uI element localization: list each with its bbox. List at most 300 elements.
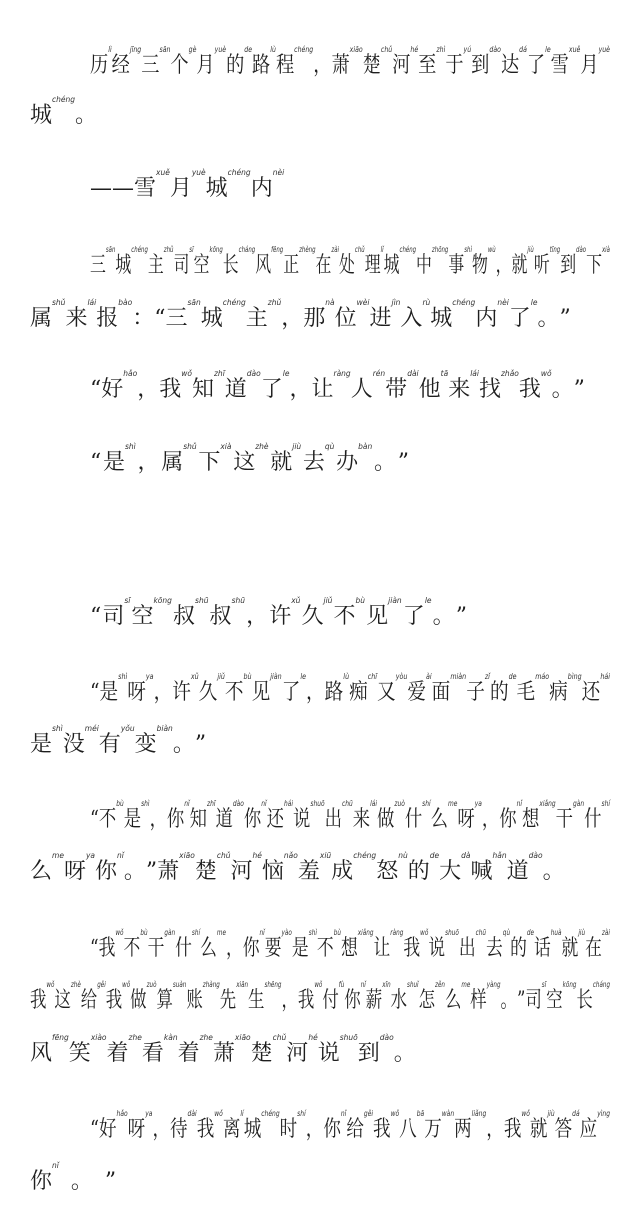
- pinyin: gè: [188, 45, 197, 54]
- hanzi: 。: [542, 859, 565, 884]
- hanzi: 个: [170, 53, 189, 78]
- character: [142, 1034, 178, 1066]
- pinyin: rén: [372, 369, 386, 378]
- pinyin: me: [461, 980, 471, 989]
- character: [322, 981, 344, 1013]
- character: [54, 981, 80, 1013]
- hanzi: 我: [98, 936, 116, 961]
- character: [248, 981, 281, 1013]
- character: [252, 46, 276, 78]
- character: [459, 929, 486, 961]
- character: [351, 370, 385, 402]
- character: [170, 46, 196, 78]
- pinyin: sī: [541, 980, 547, 989]
- character: [173, 732, 195, 757]
- character: [501, 46, 527, 78]
- hanzi: 。: [75, 103, 98, 128]
- pinyin: de: [244, 45, 253, 54]
- hanzi: 去: [302, 450, 325, 475]
- hanzi: 说: [428, 936, 446, 961]
- character: [148, 246, 174, 278]
- character: [282, 673, 306, 705]
- character: [124, 929, 148, 961]
- pinyin: shí: [422, 799, 431, 808]
- pinyin: bā: [416, 1109, 425, 1118]
- pinyin: gěi: [97, 980, 106, 989]
- hanzi: 不: [224, 680, 244, 705]
- pinyin: le: [530, 298, 538, 307]
- character: [226, 46, 252, 78]
- hanzi: 不: [123, 936, 141, 961]
- text-line: [90, 370, 585, 402]
- pinyin: sī: [189, 245, 194, 254]
- text-line: [90, 443, 409, 475]
- hanzi: 。: [393, 1041, 416, 1066]
- hanzi: ，: [486, 1117, 504, 1142]
- hanzi: ”: [559, 306, 571, 331]
- character: [466, 673, 490, 705]
- text-line: [30, 96, 97, 128]
- character: [471, 46, 501, 78]
- pinyin: dá: [572, 1109, 580, 1118]
- pinyin: ya: [145, 1109, 153, 1118]
- hanzi: 城: [205, 176, 228, 201]
- hanzi: 。: [432, 604, 455, 629]
- hanzi: 位: [334, 306, 357, 331]
- character: [486, 1117, 504, 1142]
- pinyin: lì: [108, 45, 112, 54]
- pinyin: le: [424, 596, 432, 605]
- pinyin: shì: [124, 442, 136, 451]
- pinyin: sī: [124, 596, 131, 605]
- hanzi: 长: [576, 988, 593, 1013]
- pinyin: lí: [240, 1109, 244, 1118]
- pinyin: yuè: [214, 45, 227, 54]
- pinyin: xiān: [236, 980, 249, 989]
- pinyin: xiāo: [179, 851, 195, 860]
- hanzi: 就: [270, 450, 293, 475]
- hanzi: 就: [511, 253, 528, 278]
- character: [30, 981, 54, 1013]
- character: [527, 46, 551, 78]
- character: [96, 299, 132, 331]
- pinyin: zhàng: [202, 980, 220, 989]
- character: [363, 46, 393, 78]
- character: [341, 929, 374, 961]
- hanzi: 什: [175, 936, 192, 961]
- character: [292, 929, 317, 961]
- pinyin: yú: [463, 45, 472, 54]
- hanzi: 报: [96, 306, 119, 331]
- hanzi: 属: [161, 450, 184, 475]
- hanzi: 了: [281, 680, 301, 705]
- hanzi: ，: [152, 1117, 171, 1142]
- hanzi: 城: [243, 1117, 262, 1142]
- hanzi: 河: [392, 53, 411, 78]
- hanzi: 生: [248, 988, 265, 1013]
- character: [303, 299, 334, 331]
- character: [376, 852, 408, 884]
- hanzi: 程: [275, 53, 295, 78]
- character: [200, 929, 226, 961]
- pinyin: zǐ: [484, 672, 490, 681]
- character: [551, 46, 581, 78]
- hanzi: 空: [131, 604, 154, 629]
- pinyin: lái: [370, 799, 377, 808]
- character: [555, 1110, 580, 1142]
- hanzi: 子: [466, 680, 485, 705]
- pinyin: nǎo: [283, 851, 298, 860]
- hanzi: 的: [226, 53, 245, 78]
- pinyin: yào: [281, 928, 292, 937]
- pinyin: jiù: [578, 928, 586, 937]
- pinyin: kōng: [209, 245, 223, 254]
- hanzi: ，: [306, 680, 325, 705]
- character: [385, 370, 418, 402]
- hanzi: 至: [418, 53, 437, 78]
- character: [90, 451, 101, 475]
- hanzi: 你: [30, 1169, 53, 1194]
- pinyin: dào: [489, 45, 501, 54]
- hanzi: 病: [549, 680, 568, 705]
- pinyin: zhī: [207, 799, 216, 808]
- character: [431, 800, 458, 832]
- hanzi: ，: [481, 807, 500, 832]
- hanzi: 时: [279, 1117, 298, 1142]
- pinyin: xiū: [319, 851, 332, 860]
- hanzi: 下: [198, 450, 221, 475]
- hanzi: 。: [70, 1169, 93, 1194]
- character: [124, 800, 150, 832]
- hanzi: 正: [283, 253, 300, 278]
- hanzi: ”: [516, 988, 526, 1013]
- pinyin: zuò: [146, 980, 157, 989]
- hanzi: 薪: [365, 988, 383, 1013]
- pinyin: le: [282, 369, 290, 378]
- pinyin: hǎo: [116, 1109, 128, 1118]
- hanzi: 我: [105, 988, 123, 1013]
- hanzi: 主: [245, 306, 268, 331]
- hanzi: 。: [500, 988, 517, 1013]
- character: [216, 800, 244, 832]
- pinyin: gěi: [363, 1109, 374, 1118]
- hanzi: 主: [147, 253, 164, 278]
- character: [270, 443, 301, 475]
- character: [585, 929, 610, 961]
- pinyin: rù: [422, 298, 431, 307]
- character: [490, 673, 517, 705]
- hanzi: 看: [141, 1041, 164, 1066]
- character: [323, 1110, 346, 1142]
- pinyin: chī: [367, 672, 378, 681]
- character: [313, 53, 331, 78]
- hanzi: 呀: [63, 859, 86, 884]
- character: [457, 800, 481, 832]
- hanzi: 司: [173, 253, 190, 278]
- pinyin: yuè: [191, 168, 206, 177]
- pinyin: shǔ: [52, 298, 66, 307]
- character: [195, 733, 206, 757]
- hanzi: 萧: [157, 859, 180, 884]
- hanzi: 不: [333, 604, 356, 629]
- character: [251, 169, 284, 201]
- hanzi: 城: [200, 306, 223, 331]
- pinyin: shuǐ: [407, 980, 419, 989]
- character: [448, 370, 479, 402]
- character: [574, 378, 585, 402]
- pinyin: zhe: [128, 1033, 142, 1042]
- hanzi: “: [90, 1117, 99, 1142]
- pinyin: lǐ: [380, 245, 384, 254]
- character: [172, 673, 198, 705]
- character: [482, 807, 499, 832]
- text-line: [90, 1110, 610, 1142]
- pinyin: sān: [105, 245, 116, 254]
- hanzi: 知: [189, 807, 208, 832]
- character: [134, 169, 170, 201]
- character: [99, 929, 124, 961]
- hanzi: —: [90, 176, 112, 201]
- pinyin: dào: [576, 245, 587, 254]
- pinyin: nǐ: [360, 980, 366, 989]
- character: [102, 597, 130, 629]
- character: [173, 597, 208, 629]
- hanzi: 大: [439, 859, 462, 884]
- pinyin: zhǔ: [267, 298, 282, 307]
- hanzi: 说: [317, 1041, 340, 1066]
- hanzi: 历: [90, 53, 109, 78]
- hanzi: 的: [407, 859, 430, 884]
- hanzi: 笑: [68, 1041, 91, 1066]
- character: [115, 246, 147, 278]
- pinyin: xiào: [90, 1033, 107, 1042]
- character: [298, 852, 331, 884]
- character: [546, 981, 576, 1013]
- character: [112, 177, 134, 201]
- character: [233, 443, 268, 475]
- character: [306, 1117, 324, 1142]
- hanzi: 见: [366, 604, 389, 629]
- hanzi: 喊: [470, 859, 493, 884]
- pinyin: jiàn: [388, 596, 402, 605]
- character: [137, 377, 159, 402]
- character: [106, 981, 130, 1013]
- pinyin: máo: [535, 672, 550, 681]
- character: [90, 1118, 99, 1142]
- character: [499, 800, 522, 832]
- pinyin: fēng: [52, 1033, 69, 1042]
- character: [325, 800, 353, 832]
- pinyin: le: [300, 672, 307, 681]
- pinyin: suàn: [172, 980, 187, 989]
- character: [186, 981, 219, 1013]
- hanzi: ”: [455, 604, 467, 629]
- hanzi: 许: [172, 680, 191, 705]
- hanzi: 什: [584, 807, 602, 832]
- character: [192, 370, 225, 402]
- character: [103, 443, 136, 475]
- hanzi: 城: [30, 103, 53, 128]
- character: [269, 597, 300, 629]
- pinyin: shì: [141, 799, 150, 808]
- pinyin: wǒ: [540, 369, 552, 378]
- character: [223, 246, 255, 278]
- pinyin: lái: [470, 369, 479, 378]
- hanzi: 账: [186, 988, 203, 1013]
- hanzi: 我: [373, 1117, 391, 1142]
- hanzi: 处: [339, 253, 355, 278]
- pinyin: dài: [187, 1109, 197, 1118]
- hanzi: 理: [364, 253, 381, 278]
- pinyin: chéng: [222, 298, 246, 307]
- hanzi: ，: [495, 253, 512, 278]
- hanzi: 许: [269, 604, 292, 629]
- pinyin: wǒ: [214, 1109, 223, 1118]
- character: [445, 981, 470, 1013]
- hanzi: 着: [177, 1041, 200, 1066]
- character: [124, 859, 146, 884]
- pinyin: xuě: [568, 45, 581, 54]
- pinyin: wǒ: [390, 1109, 400, 1118]
- pinyin: yuè: [598, 45, 610, 54]
- pinyin: qù: [324, 442, 335, 451]
- hanzi: 入: [400, 306, 423, 331]
- text-line: [90, 246, 610, 278]
- character: [148, 929, 176, 961]
- text-line: [90, 169, 284, 201]
- hanzi: 河: [230, 859, 253, 884]
- pinyin: jiù: [527, 245, 534, 254]
- pinyin: ài: [426, 672, 432, 681]
- pinyin: kàn: [163, 1033, 178, 1042]
- text-line: [30, 1034, 416, 1066]
- character: [225, 370, 261, 402]
- pinyin: nǐ: [259, 928, 265, 937]
- character: [562, 929, 586, 961]
- character: [157, 852, 195, 884]
- character: [63, 725, 99, 757]
- character: [199, 673, 225, 705]
- text-line: [30, 1162, 116, 1194]
- hanzi: 萧: [212, 1041, 235, 1066]
- character: [433, 604, 455, 629]
- hanzi: 。: [537, 306, 560, 331]
- character: [475, 299, 508, 331]
- character: [344, 981, 366, 1013]
- character: [81, 981, 106, 1013]
- character: [331, 46, 362, 78]
- hanzi: ”: [397, 450, 409, 475]
- character: [501, 988, 517, 1013]
- pinyin: xiāo: [234, 1033, 251, 1042]
- pinyin: ràng: [333, 369, 351, 378]
- character: [105, 1170, 116, 1194]
- text-line: [30, 725, 206, 757]
- text-line: [30, 852, 565, 884]
- hanzi: 到: [471, 53, 490, 78]
- hanzi: 萧: [331, 53, 350, 78]
- pinyin: chéng: [399, 245, 417, 254]
- hanzi: 进: [369, 306, 392, 331]
- character: [430, 299, 475, 331]
- pinyin: xiǎng: [357, 928, 374, 937]
- pinyin: shì: [118, 672, 128, 681]
- hanzi: 有: [98, 732, 121, 757]
- hanzi: 了: [402, 604, 425, 629]
- hanzi: 爱: [407, 680, 427, 705]
- character: [267, 800, 293, 832]
- character: [196, 46, 226, 78]
- text-line: [30, 299, 571, 331]
- hanzi: 没: [62, 732, 85, 757]
- character: [161, 443, 196, 475]
- character: [30, 852, 64, 884]
- character: [100, 673, 128, 705]
- character: [472, 246, 496, 278]
- character: [519, 370, 552, 402]
- hanzi: 干: [147, 936, 165, 961]
- hanzi: 答: [554, 1117, 573, 1142]
- hanzi: 先: [219, 988, 237, 1013]
- pinyin: xiǎng: [539, 799, 556, 808]
- pinyin: shí: [191, 928, 201, 937]
- character: [549, 673, 582, 705]
- character: [281, 306, 303, 331]
- hanzi: “: [90, 604, 102, 629]
- hanzi: 来: [448, 377, 471, 402]
- character: [512, 246, 534, 278]
- character: [586, 246, 610, 278]
- pinyin: jīng: [129, 45, 142, 54]
- character: [325, 673, 349, 705]
- hanzi: 楚: [194, 859, 217, 884]
- character: [405, 800, 431, 832]
- pinyin: biàn: [156, 724, 173, 733]
- pinyin: yòu: [395, 672, 408, 681]
- character: [471, 852, 507, 884]
- hanzi: 样: [470, 988, 487, 1013]
- character: [391, 981, 419, 1013]
- hanzi: 在: [315, 253, 332, 278]
- hanzi: 三: [141, 53, 160, 78]
- character: [456, 605, 467, 629]
- pinyin: gàn: [164, 928, 176, 937]
- pinyin: qù: [502, 928, 511, 937]
- character: [150, 807, 167, 832]
- pinyin: huà: [550, 928, 562, 937]
- pinyin: nǐ: [184, 799, 190, 808]
- pinyin: zuò: [394, 799, 405, 808]
- hanzi: 算: [156, 988, 173, 1013]
- hanzi: ，: [153, 680, 173, 705]
- hanzi: 中: [416, 253, 432, 278]
- hanzi: 城: [383, 253, 400, 278]
- pinyin: lù: [343, 672, 350, 681]
- hanzi: ，: [289, 377, 312, 402]
- hanzi: 内: [475, 306, 498, 331]
- character: [146, 860, 157, 884]
- pinyin: jiǔ: [217, 672, 225, 681]
- hanzi: 是: [99, 680, 119, 705]
- hanzi: 内: [250, 176, 273, 201]
- hanzi: 就: [561, 936, 579, 961]
- character: [432, 673, 467, 705]
- character: [206, 169, 251, 201]
- hanzi: 给: [346, 1117, 364, 1142]
- pinyin: shì: [464, 245, 472, 254]
- character: [403, 597, 432, 629]
- text-line: [90, 597, 467, 629]
